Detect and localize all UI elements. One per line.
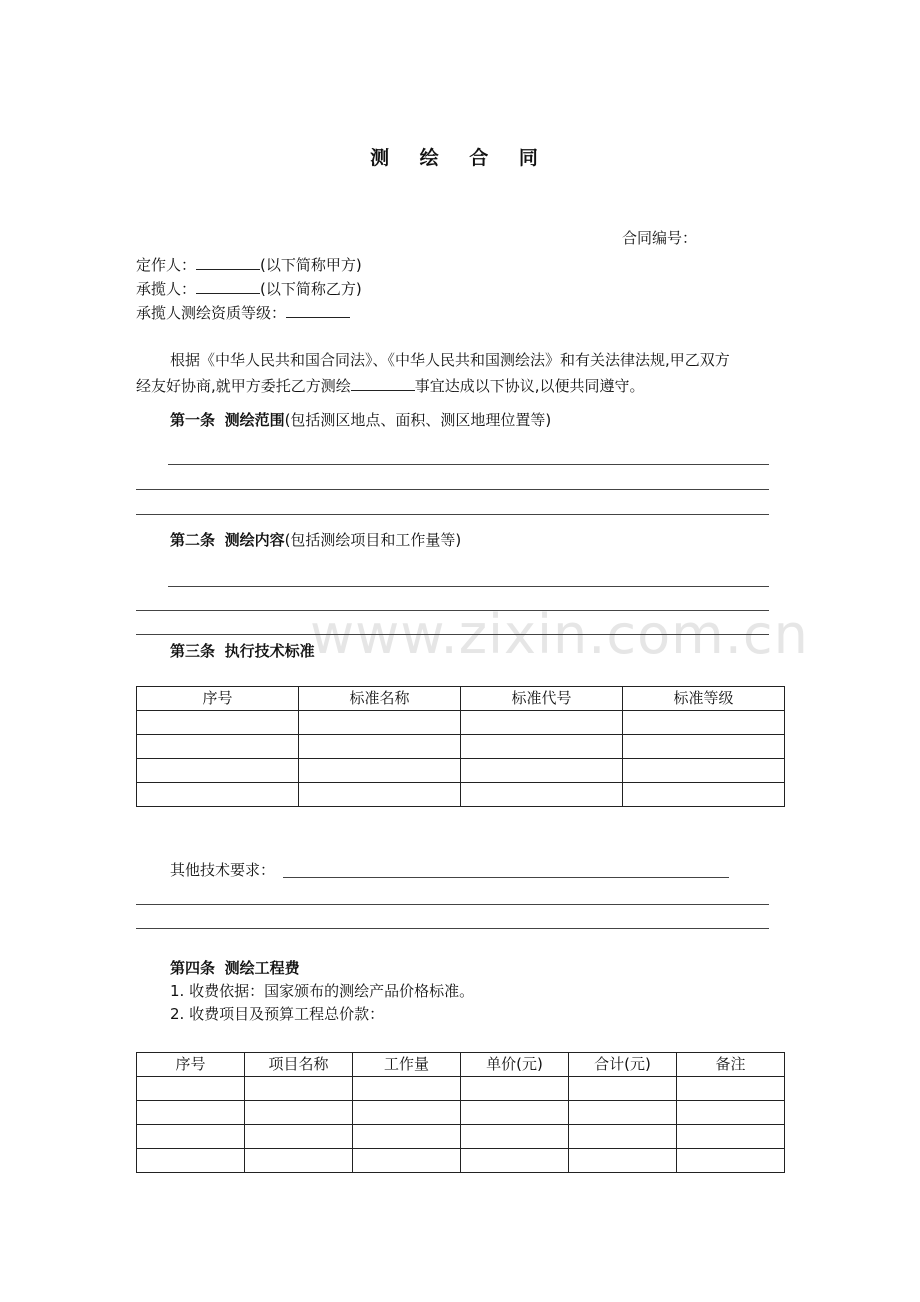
article-3-heading <box>170 641 315 661</box>
standards-table-cell[interactable] <box>623 783 785 807</box>
fee-table-cell[interactable] <box>677 1125 785 1149</box>
fee-table-cell[interactable] <box>569 1125 677 1149</box>
fee-table-cell[interactable] <box>137 1149 245 1173</box>
article-2-fill-line-2 <box>136 610 769 611</box>
client-label: 定作人： <box>136 256 197 274</box>
standards-table-cell[interactable] <box>299 759 461 783</box>
fee-table-cell[interactable] <box>461 1125 569 1149</box>
document-title: 测 绘 合 同 <box>370 147 550 169</box>
standards-table-cell[interactable] <box>461 783 623 807</box>
fee-table-cell[interactable] <box>353 1077 461 1101</box>
fee-column-header: 合计(元) <box>569 1053 677 1077</box>
fee-table-row <box>137 1125 785 1149</box>
article-2-fill-line-3 <box>136 634 769 635</box>
qualification-label: 承揽人测绘资质等级： <box>136 304 287 322</box>
fee-table-cell[interactable] <box>569 1077 677 1101</box>
fee-table-cell[interactable] <box>569 1101 677 1125</box>
fee-table-cell[interactable] <box>137 1125 245 1149</box>
article-1-number: 第一条 <box>170 411 216 429</box>
standards-table-row <box>137 711 785 735</box>
article-1-title: 测绘范围 <box>224 411 285 429</box>
fee-table-cell[interactable] <box>245 1101 353 1125</box>
standards-table-cell[interactable] <box>299 783 461 807</box>
fee-table-cell[interactable] <box>353 1101 461 1125</box>
fee-table-cell[interactable] <box>677 1101 785 1125</box>
standards-column-header: 标准名称 <box>299 687 461 711</box>
survey-matter-blank <box>351 374 415 391</box>
watermark: www.zixin.com.cn <box>310 603 809 666</box>
standards-header-row <box>137 687 785 711</box>
fee-table-cell[interactable] <box>137 1101 245 1125</box>
fee-table-cell[interactable] <box>245 1125 353 1149</box>
article-1-fill-line-1 <box>168 464 769 465</box>
article-2-title: 测绘内容 <box>224 531 285 549</box>
fee-table-cell[interactable] <box>461 1077 569 1101</box>
article-4-title: 测绘工程费 <box>224 959 300 977</box>
contract-number-label: 合同编号： <box>622 229 698 247</box>
standards-table-cell[interactable] <box>299 711 461 735</box>
standards-table <box>136 686 785 807</box>
fee-table-cell[interactable] <box>461 1101 569 1125</box>
standards-column-header: 序号 <box>137 687 299 711</box>
article-1-fill-line-2 <box>136 489 769 490</box>
standards-table-cell[interactable] <box>461 759 623 783</box>
standards-table-row <box>137 735 785 759</box>
fee-column-header: 序号 <box>137 1053 245 1077</box>
fee-header-row <box>137 1053 785 1077</box>
contractor-suffix: (以下简称乙方) <box>260 280 362 298</box>
fee-table-cell[interactable] <box>461 1149 569 1173</box>
fee-table-cell[interactable] <box>245 1077 353 1101</box>
client-suffix: (以下简称甲方) <box>260 256 362 274</box>
standards-table-cell[interactable] <box>623 735 785 759</box>
contractor-label: 承揽人： <box>136 280 197 298</box>
article-2-note: (包括测绘项目和工作量等) <box>284 531 462 549</box>
fee-table-row <box>137 1101 785 1125</box>
fee-column-header: 备注 <box>677 1053 785 1077</box>
fee-column-header: 工作量 <box>353 1053 461 1077</box>
fee-basis: 1. 收费依据：国家颁布的测绘产品价格标准。 <box>170 982 475 1000</box>
other-requirements-line-1 <box>283 877 729 878</box>
fee-column-header: 项目名称 <box>245 1053 353 1077</box>
qualification-blank <box>286 301 350 318</box>
other-requirements-label: 其他技术要求： <box>170 861 276 879</box>
article-3-title: 执行技术标准 <box>224 642 315 660</box>
client-line <box>136 253 362 275</box>
intro-line-1: 根据《中华人民共和国合同法》、《中华人民共和国测绘法》和有关法律法规,甲乙双方 <box>170 351 730 369</box>
fee-items-label: 2. 收费项目及预算工程总价款： <box>170 1005 385 1023</box>
fee-table-cell[interactable] <box>353 1125 461 1149</box>
article-1-fill-line-3 <box>136 514 769 515</box>
standards-table-row <box>137 783 785 807</box>
fee-table-cell[interactable] <box>245 1149 353 1173</box>
intro-line-2-end: 事宜达成以下协议,以便共同遵守。 <box>414 377 645 395</box>
fee-table-cell[interactable] <box>137 1077 245 1101</box>
intro-line-2 <box>136 374 645 396</box>
client-blank <box>196 253 260 270</box>
article-4-heading <box>170 958 300 978</box>
fee-table-row <box>137 1149 785 1173</box>
article-4-number: 第四条 <box>170 959 216 977</box>
intro-line-2-start: 经友好协商,就甲方委托乙方测绘 <box>136 377 351 395</box>
standards-table-cell[interactable] <box>623 759 785 783</box>
standards-table-cell[interactable] <box>461 711 623 735</box>
standards-table-cell[interactable] <box>137 783 299 807</box>
standards-table-row <box>137 759 785 783</box>
fee-table-row <box>137 1077 785 1101</box>
standards-table-cell[interactable] <box>137 735 299 759</box>
fee-table-cell[interactable] <box>353 1149 461 1173</box>
qualification-line <box>136 301 350 323</box>
fee-table <box>136 1052 785 1173</box>
standards-table-cell[interactable] <box>137 759 299 783</box>
fee-column-header: 单价(元) <box>461 1053 569 1077</box>
article-2-fill-line-1 <box>168 586 769 587</box>
article-1-heading <box>170 410 551 430</box>
fee-table-cell[interactable] <box>677 1149 785 1173</box>
contractor-line <box>136 277 362 299</box>
other-requirements-line-2 <box>136 904 769 905</box>
standards-table-cell[interactable] <box>623 711 785 735</box>
other-requirements-line-3 <box>136 928 769 929</box>
standards-table-cell[interactable] <box>461 735 623 759</box>
standards-table-cell[interactable] <box>137 711 299 735</box>
article-3-number: 第三条 <box>170 642 216 660</box>
contractor-blank <box>196 277 260 294</box>
standards-column-header: 标准等级 <box>623 687 785 711</box>
article-2-number: 第二条 <box>170 531 216 549</box>
article-1-note: (包括测区地点、面积、测区地理位置等) <box>284 411 552 429</box>
fee-table-cell[interactable] <box>677 1077 785 1101</box>
standards-table-cell[interactable] <box>299 735 461 759</box>
standards-column-header: 标准代号 <box>461 687 623 711</box>
article-2-heading <box>170 530 461 550</box>
fee-table-cell[interactable] <box>569 1149 677 1173</box>
